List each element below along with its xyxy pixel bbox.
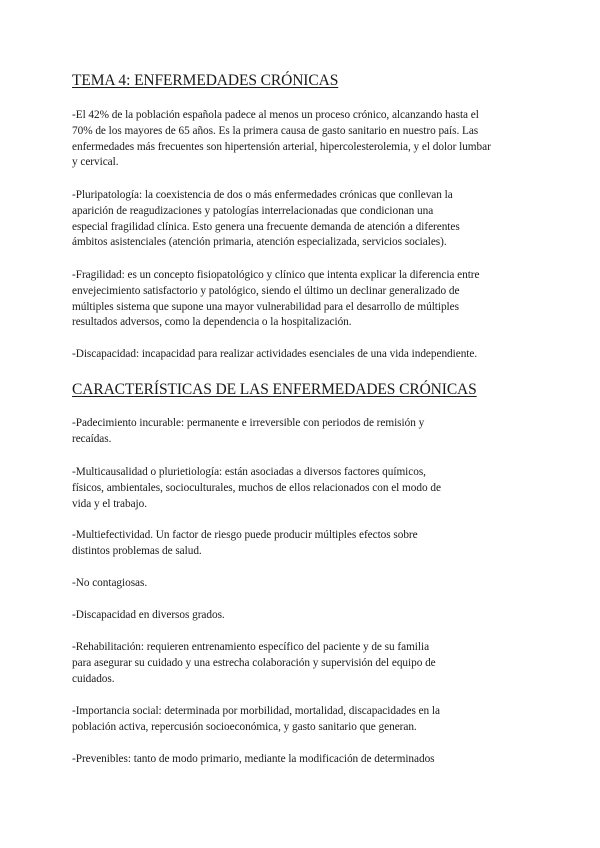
list-item-multicausalidad: -Multicausalidad o plurietiología: están asociadas a diversos factores químicos, físicos, ambientales, socioculturales, muchos de ellos relacionados con el modo de vida y el trabajo. [72, 466, 441, 510]
list-item-rehabilitacion: -Rehabilitación: requieren entrenamiento específico del paciente y de su familia para asegurar su cuidado y una estrecha colaboración y supervisión del equipo de cuidados. [72, 641, 436, 685]
list-item-no-contagiosas: -No contagiosas. [72, 577, 148, 589]
paragraph-pluripatologia: -Pluripatología: la coexistencia de dos o más enfermedades crónicas que conllevan la aparición de reagudizaciones y patologías interrelacionadas que condicionan una especial fragilidad clínica. Esto genera una frecuente demanda de atención a diferentes ámbitos asistenciales (atención primaria, atención especializada, servicios sociales). [72, 189, 460, 249]
list-item-discapacidad-grados: -Discapacidad en diversos grados. [72, 609, 225, 621]
section-heading-caracteristicas: CARACTERÍSTICAS DE LAS ENFERMEDADES CRÓNICAS [72, 381, 477, 398]
paragraph-discapacidad: -Discapacidad: incapacidad para realizar actividades esenciales de una vida independiente. [72, 348, 478, 360]
paragraph-fragilidad: -Fragilidad: es un concepto fisiopatológico y clínico que intenta explicar la diferencia entre envejecimiento satisfactorio y patológico, siendo el último un declinar generalizado de múltiples sistema que supone una mayor vulnerabilidad para el desarrollo de múltiples resultados adversos, como la dependencia o la hospitalización. [72, 269, 480, 329]
list-item-prevenibles: -Prevenibles: tanto de modo primario, mediante la modificación de determinados [72, 753, 435, 765]
paragraph-prevalence: -El 42% de la población española padece al menos un proceso crónico, alcanzando hasta el 70% de los mayores de 65 años. Es la primera causa de gasto sanitario en nuestro país. Las enfermedades más frecuentes son hipertensión arterial, hipercolesterolemia, y el dolor lumbar y cervical. [72, 109, 491, 169]
section-heading-tema4: TEMA 4: ENFERMEDADES CRÓNICAS [72, 72, 339, 89]
list-item-importancia-social: -Importancia social: determinada por morbilidad, mortalidad, discapacidades en la población activa, repercusión socioeconómica, y gasto sanitario que generan. [72, 705, 440, 733]
list-item-multiefectividad: -Multiefectividad. Un factor de riesgo puede producir múltiples efectos sobre distintos problemas de salud. [72, 529, 418, 557]
list-item-incurable: -Padecimiento incurable: permanente e irreversible con periodos de remisión y recaídas. [72, 417, 425, 445]
